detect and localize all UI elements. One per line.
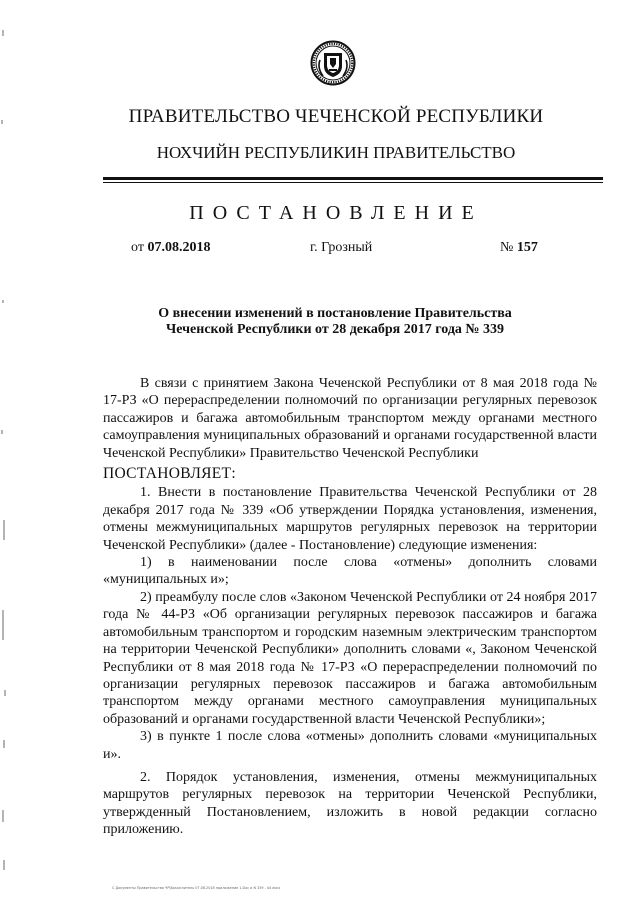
document-date-value: 07.08.2018 <box>147 240 211 255</box>
government-name: ПРАВИТЕЛЬСТВО ЧЕЧЕНСКОЙ РЕСПУБЛИКИ <box>128 106 544 127</box>
subject-line-1: О внесении изменений в постановление Правительства <box>158 306 512 321</box>
document-date <box>131 240 210 256</box>
document-subject <box>100 306 570 338</box>
header-rule-thin <box>103 182 603 183</box>
point-2-paragraph: 2. Порядок установления, изменения, отмены межмуниципальных маршрутов регулярных перевозок на территории Чеченской Республики, утвержденный Постановлением, изложить в новой редакции согласно приложению. <box>103 769 597 838</box>
point-1-subitem-1: 1) в наименовании после слова «отмены» дополнить словами «муниципальных и»; <box>103 555 597 588</box>
decree-word: ПОСТАНОВЛЯЕТ: <box>103 465 236 483</box>
document-city: г. Грозный <box>310 240 373 255</box>
government-name-chechen: НОХЧИЙН РЕСПУБЛИКИН ПРАВИТЕЛЬСТВО <box>156 143 516 162</box>
document-date-prefix: от <box>131 240 148 255</box>
document-number <box>500 240 538 256</box>
document-type: ПОСТАНОВЛЕНИЕ <box>189 202 483 224</box>
point-1-subitem-3: 3) в пункте 1 после слова «отмены» дополнить словами «муниципальных и». <box>103 729 597 762</box>
document-number-value: 157 <box>516 240 538 255</box>
point-1-subitem-2: 2) преамбулу после слов «Законом Чеченской Республики от 24 ноября 2017 года № 44-РЗ «Об организации регулярных перевозок пассажиров и багажа автомобильным транспортом и городским наземным электрическим транспортом на территории Чеченской Республики» дополнить словами «, Законом Чеченской Республики от 8 мая 2018 года № 17-РЗ «О перераспределении полномочий по организации регулярных перевозок пассажиров и багажа автомобильным транспортом между органами местного самоуправления муниципальных образований и органами государственной власти Чеченской Республики»; <box>103 589 597 727</box>
chechen-republic-emblem-icon <box>310 40 356 86</box>
point-1-intro: 1. Внести в постановление Правительства Чеченской Республики от 28 декабря 2017 года № 339 «Об утверждении Порядка установления, изменения, отмены межмуниципальных маршрутов регулярных перевозок на территории Чеченской Республики» (далее - Постановление) следующие изменения: <box>103 485 597 553</box>
scan-edge-marks <box>0 0 8 905</box>
document-body <box>103 375 597 839</box>
document-number-prefix: № <box>500 240 517 255</box>
footer-file-path: С Документы Правительства ЧР\Вычислитель 07.08.2018 приложение 1.Doc и N 339 - 44 docx <box>112 886 281 890</box>
subject-line-2: Чеченской Республики от 28 декабря 2017 года № 339 <box>166 322 504 337</box>
preamble-paragraph: В связи с принятием Закона Чеченской Республики от 8 мая 2018 года № 17-РЗ «О перераспределении полномочий по организации регулярных перевозок пассажиров и багажа автомобильным транспортом между органами местного самоуправления муниципальных образований и органами государственной власти Чеченской Республики» Правительство Чеченской Республики <box>103 376 597 461</box>
header-rule-thick <box>103 177 603 180</box>
